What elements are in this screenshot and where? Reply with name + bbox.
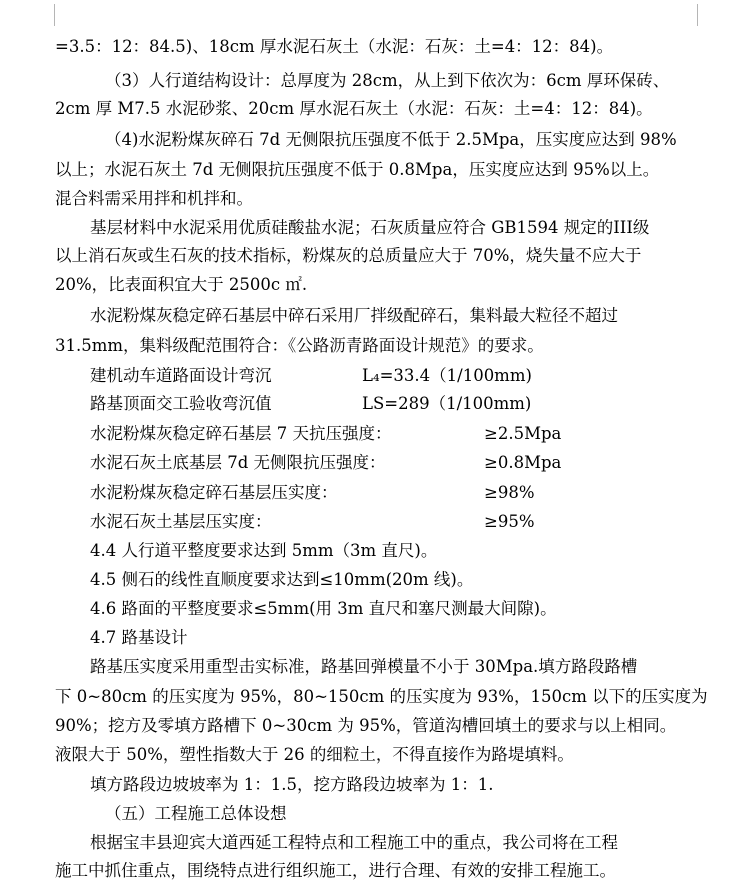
paragraph-line: 90%；挖方及零填方路槽下 0~30cm 为 95%，管道沟槽回填土的要求与以上相同。	[55, 716, 677, 735]
item-line: 4.6 路面的平整度要求≤5mm(用 3m 直尺和塞尺测最大间隙)。	[90, 599, 557, 618]
spec-value: ≥2.5Mpa	[484, 424, 562, 443]
spec-label: 路基顶面交工验收弯沉值	[90, 394, 272, 413]
spec-label: 水泥粉煤灰稳定碎石基层压实度：	[90, 483, 338, 502]
spec-value: ≥95%	[484, 512, 535, 531]
paragraph-line: 填方路段边坡坡率为 1：1.5，挖方路段边坡率为 1：1.	[90, 775, 494, 794]
spec-label: 建机动车道路面设计弯沉	[90, 366, 272, 385]
paragraph-line: 根据宝丰县迎宾大道西延工程特点和工程施工中的重点，我公司将在工程	[90, 833, 618, 852]
paragraph-line: 混合料需采用拌和机拌和。	[55, 189, 253, 208]
paragraph-line: 以上消石灰或生石灰的技术指标，粉煤灰的总质量应大于 70%，烧失量不应大于	[55, 246, 642, 265]
item-line: 4.5 侧石的线性直顺度要求达到≤10mm(20m 线)。	[90, 570, 474, 589]
spec-value: ≥0.8Mpa	[484, 453, 562, 472]
paragraph-line: 施工中抓住重点，围绕特点进行组织施工，进行合理、有效的安排工程施工。	[55, 861, 616, 880]
paragraph-line: 下 0~80cm 的压实度为 95%，80~150cm 的压实度为 93%，150cm 以下的压实度为	[55, 687, 708, 706]
paragraph-line: （4)水泥粉煤灰碎石 7d 无侧限抗压强度不低于 2.5Mpa，压实度应达到 98%	[105, 130, 677, 149]
paragraph-line: 路基压实度采用重型击实标准，路基回弹模量不小于 30Mpa.填方路段路槽	[90, 657, 638, 676]
paragraph-line: 基层材料中水泥采用优质硅酸盐水泥；石灰质量应符合 GB1594 规定的III级	[90, 218, 650, 237]
paragraph-line: 水泥粉煤灰稳定碎石基层中碎石采用厂拌级配碎石，集料最大粒径不超过	[90, 306, 618, 325]
margin-corner-left	[42, 4, 55, 26]
paragraph-line: （3）人行道结构设计：总厚度为 28cm，从上到下依次为：6cm 厚环保砖、	[105, 71, 670, 90]
paragraph-line: 液限大于 50%，塑性指数大于 26 的细粒土，不得直接作为路堤填料。	[55, 745, 574, 764]
spec-value: L₄=33.4（1/100mm)	[362, 366, 532, 385]
paragraph-line: 31.5mm，集料级配范围符合：《公路沥青路面设计规范》的要求。	[55, 336, 544, 355]
paragraph-line: 以上；水泥石灰土 7d 无侧限抗压强度不低于 0.8Mpa，压实度应达到 95%以上。	[55, 160, 660, 179]
paragraph-line: =3.5：12：84.5)、18cm 厚水泥石灰土（水泥：石灰：土=4：12：84)。	[55, 37, 614, 56]
spec-label: 水泥石灰土底基层 7d 无侧限抗压强度：	[90, 453, 386, 472]
paragraph-line: 20%，比表面积宜大于 2500c ㎡.	[55, 275, 308, 294]
section-heading: （五）工程施工总体设想	[105, 804, 287, 823]
section-heading: 4.7 路基设计	[90, 628, 188, 647]
margin-corner-right	[697, 4, 712, 26]
spec-label: 水泥粉煤灰稳定碎石基层 7 天抗压强度：	[90, 424, 392, 443]
spec-value: ≥98%	[484, 483, 535, 502]
paragraph-line: 2cm 厚 M7.5 水泥砂浆、20cm 厚水泥石灰土（水泥：石灰：土=4：12：84)。	[55, 99, 653, 118]
item-line: 4.4 人行道平整度要求达到 5mm（3m 直尺)。	[90, 541, 438, 560]
spec-value: LS=289（1/100mm)	[362, 394, 532, 413]
spec-label: 水泥石灰土基层压实度：	[90, 512, 272, 531]
